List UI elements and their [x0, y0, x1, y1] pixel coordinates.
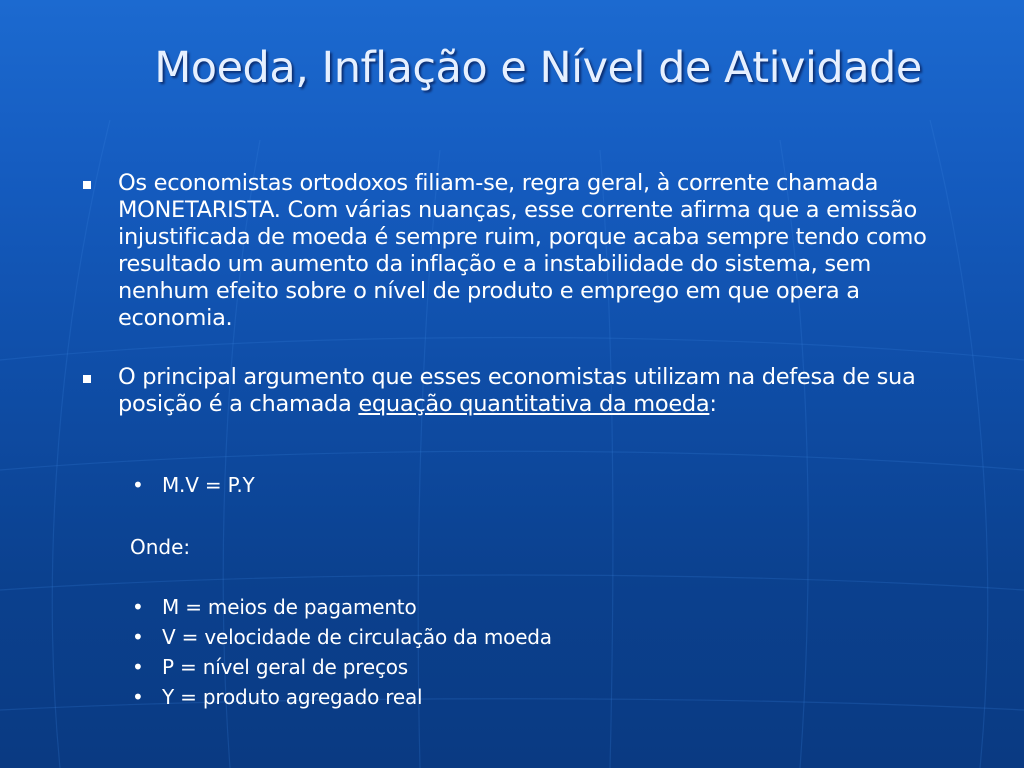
equation-item	[130, 470, 830, 500]
definition-item-v	[130, 622, 830, 652]
definitions-list	[130, 592, 830, 712]
bullet-text: Os economistas ortodoxos filiam-se, regra geral, à corrente chamada MONETARISTA. Com várias nuanças, esse corrente afirma que a emissão injustificada de moeda é sempre ruim, porque acaba sempre tendo como resultado um aumento da inflação e a instabilidade do sistema, sem nenhum efeito sobre o nível de produto e emprego em que opera a economia.	[118, 170, 927, 331]
dot-bullet-icon: •	[132, 655, 144, 679]
definition-item-m	[130, 592, 830, 622]
bullet-item-monetarista	[80, 170, 952, 332]
square-bullet-icon	[83, 181, 91, 189]
definition-text: M = meios de pagamento	[162, 595, 417, 619]
bullet-text-prefix: O principal argumento que esses economistas utilizam na defesa de sua posição é a chamada	[118, 364, 916, 417]
dot-bullet-icon: •	[132, 595, 144, 619]
definition-item-p	[130, 652, 830, 682]
definition-text: Y = produto agregado real	[162, 685, 423, 709]
slide-title: Moeda, Inflação e Nível de Atividade	[154, 43, 922, 93]
equation-text: M.V = P.Y	[162, 473, 255, 497]
dot-bullet-icon: •	[132, 685, 144, 709]
square-bullet-icon	[83, 375, 91, 383]
dot-bullet-icon: •	[132, 473, 144, 497]
bullet-text-suffix: :	[709, 391, 717, 417]
equation-list	[130, 470, 830, 500]
definition-text: P = nível geral de preços	[162, 655, 409, 679]
bullet-list	[80, 170, 952, 450]
dot-bullet-icon: •	[132, 625, 144, 649]
onde-label: Onde:	[130, 535, 191, 559]
bullet-item-argumento	[80, 364, 952, 418]
definition-item-y	[130, 682, 830, 712]
definition-text: V = velocidade de circulação da moeda	[162, 625, 552, 649]
equacao-quantitativa-link[interactable]: equação quantitativa da moeda	[358, 391, 710, 417]
